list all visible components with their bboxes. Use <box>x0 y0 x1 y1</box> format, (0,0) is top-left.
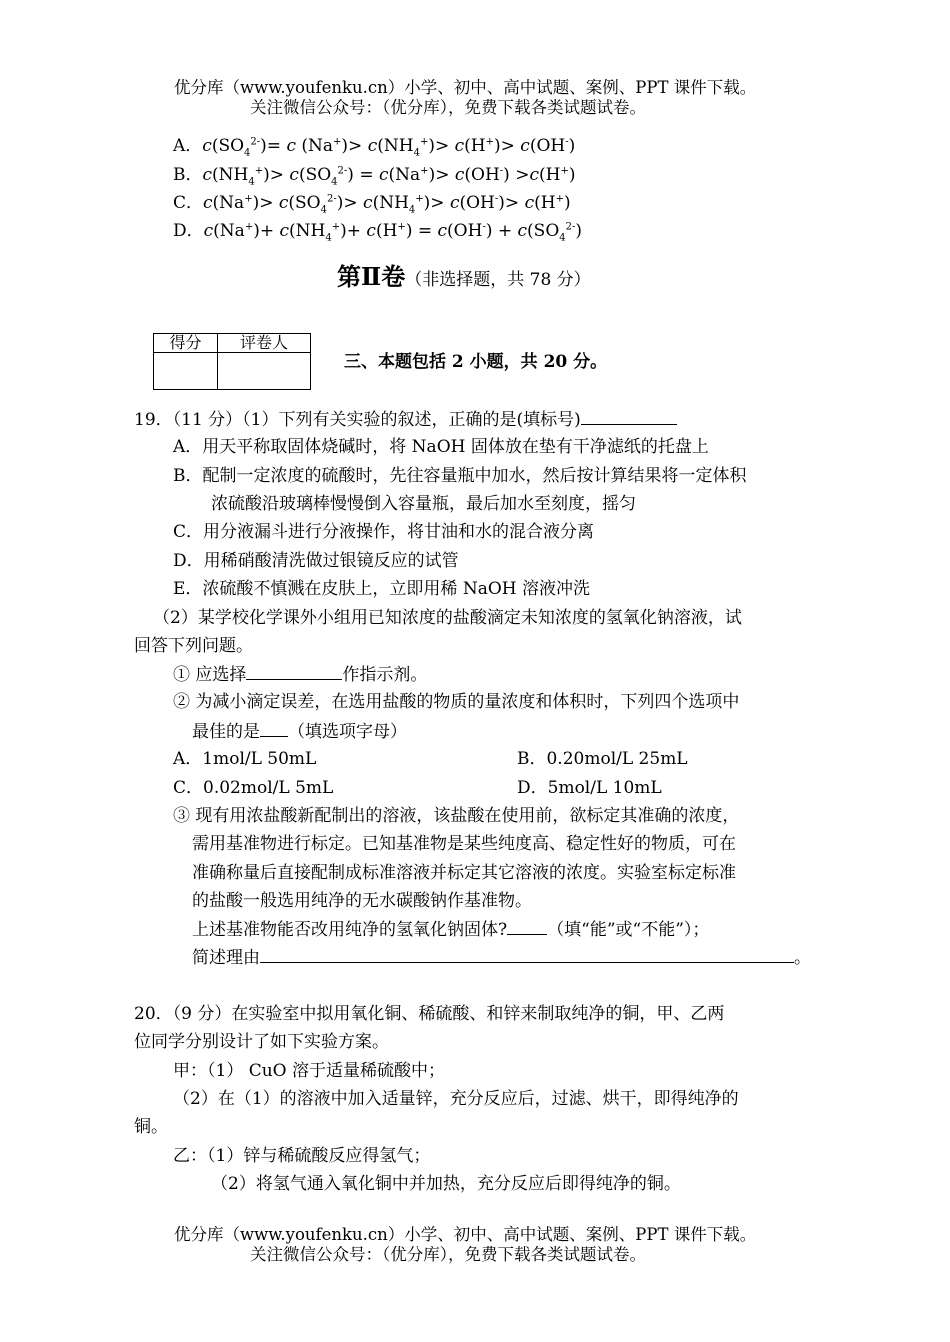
section-title <box>337 262 591 295</box>
q19-option-c: C．用分液漏斗进行分液操作，将甘油和水的混合液分离 <box>173 522 595 542</box>
q19-sub3-line4: 的盐酸一般选用纯净的无水碳酸钠作基准物。 <box>192 891 532 911</box>
can-or-cannot-blank[interactable] <box>507 918 547 935</box>
q19-sub2-line2: 最佳的是 （填选项字母） <box>192 722 407 742</box>
grader-cell[interactable] <box>218 353 311 390</box>
q19-option-b-line2: 浓硫酸沿玻璃棒慢慢倒入容量瓶，最后加水至刻度，摇匀 <box>211 494 636 514</box>
q19-sub3-line3: 准确称量后直接配制成标准溶液并标定其它溶液的浓度。实验室标定标准 <box>192 863 736 883</box>
best-option-blank[interactable] <box>260 720 288 737</box>
q20-jia-step1: 甲：（1） CuO 溶于适量稀硫酸中； <box>173 1061 446 1081</box>
score-table-header-grader: 评卷人 <box>218 334 311 353</box>
q19-option-b-line1: B．配制一定浓度的硫酸时，先往容量瓶中加水，然后按计算结果将一定体积 <box>173 466 747 486</box>
reason-blank[interactable] <box>260 946 794 963</box>
q19-part2-line2: 回答下列问题。 <box>134 636 253 656</box>
score-table <box>153 333 311 390</box>
q20-line2: 位同学分别设计了如下实验方案。 <box>134 1032 389 1052</box>
q20-line1: 20．（9 分）在实验室中拟用氧化铜、稀硫酸、和锌来制取纯净的铜，甲、乙两 <box>134 1004 725 1024</box>
q19-choice-a: A．1mol/L 50mL <box>173 749 317 769</box>
section-title-main: 第Ⅱ卷 <box>337 262 406 291</box>
q19-sub3-line1: ③ 现有用浓盐酸新配制出的溶液，该盐酸在使用前，欲标定其准确的浓度， <box>173 806 740 826</box>
q19-answer-blank[interactable] <box>581 408 677 425</box>
q18-option-c: C．$c(Na^+)> c(SO_4^{2-})> c(NH_4^+)> c(OH^-)> c(H^+)$ <box>173 193 571 216</box>
footer-line-2: 关注微信公众号：（优分库），免费下载各类试题试卷。 <box>250 1245 646 1264</box>
q19-stem: 19．（11 分）（1）下列有关实验的叙述，正确的是(填标号) <box>134 408 677 431</box>
section-title-sub: （非选择题，共 78 分） <box>405 270 591 290</box>
q18-option-d: D．$c(Na^+)+ c(NH_4^+)+ c(H^+) = c(OH^-) + c(SO_4^{2-})$ <box>173 221 583 244</box>
q19-choice-c: C．0.02mol/L 5mL <box>173 778 334 798</box>
q19-sub3-line5: 上述基准物能否改用纯净的氢氧化钠固体? （填“能”或“不能”）； <box>192 920 710 940</box>
q19-choice-b: B．0.20mol/L 25mL <box>517 749 688 769</box>
q19-choice-d: D．5mol/L 10mL <box>517 778 662 798</box>
footer-line-1: 优分库（www.youfenku.cn）小学、初中、高中试题、案例、PPT 课件下载。 <box>174 1225 757 1244</box>
q19-part2-line1: （2）某学校化学课外小组用已知浓度的盐酸滴定未知浓度的氢氧化钠溶液，试 <box>153 608 742 628</box>
q19-sub1: ① 应选择 作指示剂。 <box>173 665 428 685</box>
q20-yi-step1: 乙：（1）锌与稀硫酸反应得氢气； <box>173 1146 431 1166</box>
q18-option-b: B．$c(NH_4^+)> c(SO_4^{2-}) = c(Na^+)> c(OH^-) >c(H^+)$ <box>173 165 576 188</box>
q19-option-a: A．用天平称取固体烧碱时，将 NaOH 固体放在垫有干净滤纸的托盘上 <box>173 437 709 457</box>
score-table-header-score: 得分 <box>154 334 218 353</box>
q20-jia-step2-line2: 铜。 <box>134 1117 168 1137</box>
header-line-2: 关注微信公众号：（优分库），免费下载各类试题试卷。 <box>250 98 646 117</box>
q20-jia-step2-line1: （2）在（1）的溶液中加入适量锌，充分反应后，过滤、烘干，即得纯净的 <box>173 1089 739 1109</box>
q19-option-d: D．用稀硝酸清洗做过银镜反应的试管 <box>173 551 459 571</box>
q20-yi-step2: （2）将氢气通入氧化铜中并加热，充分反应后即得纯净的铜。 <box>211 1174 681 1194</box>
q19-sub3-line6: 简述理由 。 <box>192 948 811 968</box>
q19-sub3-line2: 需用基准物进行标定。已知基准物是某些纯度高、稳定性好的物质，可在 <box>192 834 736 854</box>
q18-option-a: A．$c(SO_4^{2-})= c$ $(Na^+)> c(NH_4^+)> c(H^+)> c(OH^-)$ <box>173 136 576 159</box>
q19-sub2-line1: ② 为减小滴定误差，在选用盐酸的物质的量浓度和体积时，下列四个选项中 <box>173 692 740 712</box>
score-cell[interactable] <box>154 353 218 390</box>
header-line-1: 优分库（www.youfenku.cn）小学、初中、高中试题、案例、PPT 课件下载。 <box>174 78 757 97</box>
part3-heading: 三、本题包括 2 小题，共 20 分。 <box>344 352 608 372</box>
indicator-blank[interactable] <box>246 663 342 680</box>
q19-option-e: E．浓硫酸不慎溅在皮肤上，立即用稀 NaOH 溶液冲洗 <box>173 579 590 599</box>
